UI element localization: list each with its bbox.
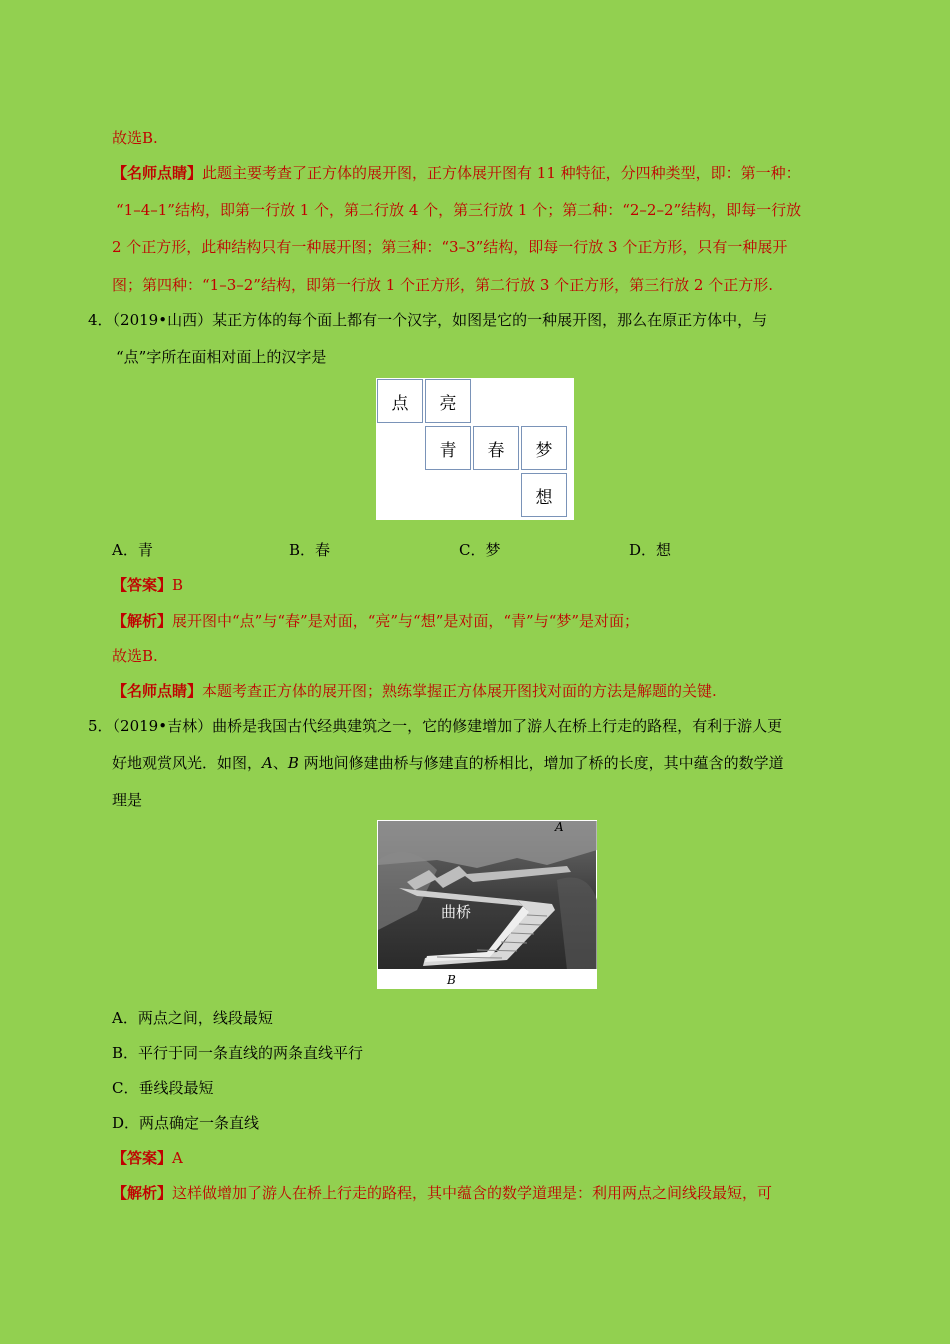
q4-stem-line-1: 4．（2019•山西）某正方体的每个面上都有一个汉字，如图是它的一种展开图，那么在原正方体中，与 [88,311,768,329]
q5-option-c: C．垂线段最短 [112,1079,214,1097]
q4-option-d: D．想 [629,541,672,559]
net-cell-dian: 点 [377,379,423,423]
point-a-label: A [555,820,564,834]
q4-option-b: B．春 [289,541,331,559]
zigzag-bridge-photo [377,820,597,989]
tip-previous-line-3: 2 个正方形，此种结构只有一种展开图；第三种：“3–3”结构，即每一行放 3 个正方形，只有一种展开 [112,238,788,256]
net-cell-chun: 春 [473,426,519,470]
tip-tag: 【名师点睛】 [112,164,203,182]
conclusion-previous: 故选B. [112,129,158,147]
net-cell-liang: 亮 [425,379,471,423]
q5-stem-line-1: 5．（2019•吉林）曲桥是我国古代经典建筑之一，它的修建增加了游人在桥上行走的路程，有利于游人更 [88,717,783,735]
q5-option-d: D．两点确定一条直线 [112,1114,260,1132]
q5-stem-line-2: 好地观赏风光．如图，A、B 两地间修建曲桥与修建直的桥相比，增加了桥的长度，其中蕴含的数学道 [112,754,784,772]
q4-answer: 【答案】B [112,576,184,594]
q4-option-c: C．梦 [459,541,501,559]
net-cell-xiang: 想 [521,473,567,517]
point-b-label: B [447,973,456,987]
q4-conclusion: 故选B. [112,647,158,665]
q4-option-a: A．青 [112,541,153,559]
q5-answer: 【答案】A [112,1149,183,1167]
bridge-caption: 曲桥 [441,903,472,921]
q5-number: 5． [88,717,113,735]
net-cell-meng: 梦 [521,426,567,470]
q4-tip: 【名师点睛】本题考查正方体的展开图；熟练掌握正方体展开图找对面的方法是解题的关键. [112,682,717,700]
net-cell-qing: 青 [425,426,471,470]
q4-analysis: 【解析】展开图中“点”与“春”是对面，“亮”与“想”是对面，“青”与“梦”是对面； [112,612,640,630]
tip-previous-line-4: 图；第四种：“1–3–2”结构，即第一行放 1 个正方形，第二行放 3 个正方形，第三行放 2 个正方形. [112,276,773,294]
cube-net-figure [376,378,574,520]
q5-option-b: B．平行于同一条直线的两条直线平行 [112,1044,364,1062]
q5-stem-line-3: 理是 [112,791,143,809]
q4-stem-line-2: “点”字所在面相对面上的汉字是 [116,348,327,366]
tip-previous-line-1: 【名师点睛】此题主要考查了正方体的展开图，正方体展开图有 11 种特征，分四种类型，即：第一种： [112,164,801,182]
q4-number: 4． [88,311,113,329]
q5-option-a: A．两点之间，线段最短 [112,1009,273,1027]
q5-analysis: 【解析】这样做增加了游人在桥上行走的路程，其中蕴含的数学道理是：利用两点之间线段最短，可 [112,1184,773,1202]
tip-previous-line-2: “1–4–1”结构，即第一行放 1 个，第二行放 4 个，第三行放 1 个；第二种：“2–2–2”结构，即每一行放 [116,201,802,219]
